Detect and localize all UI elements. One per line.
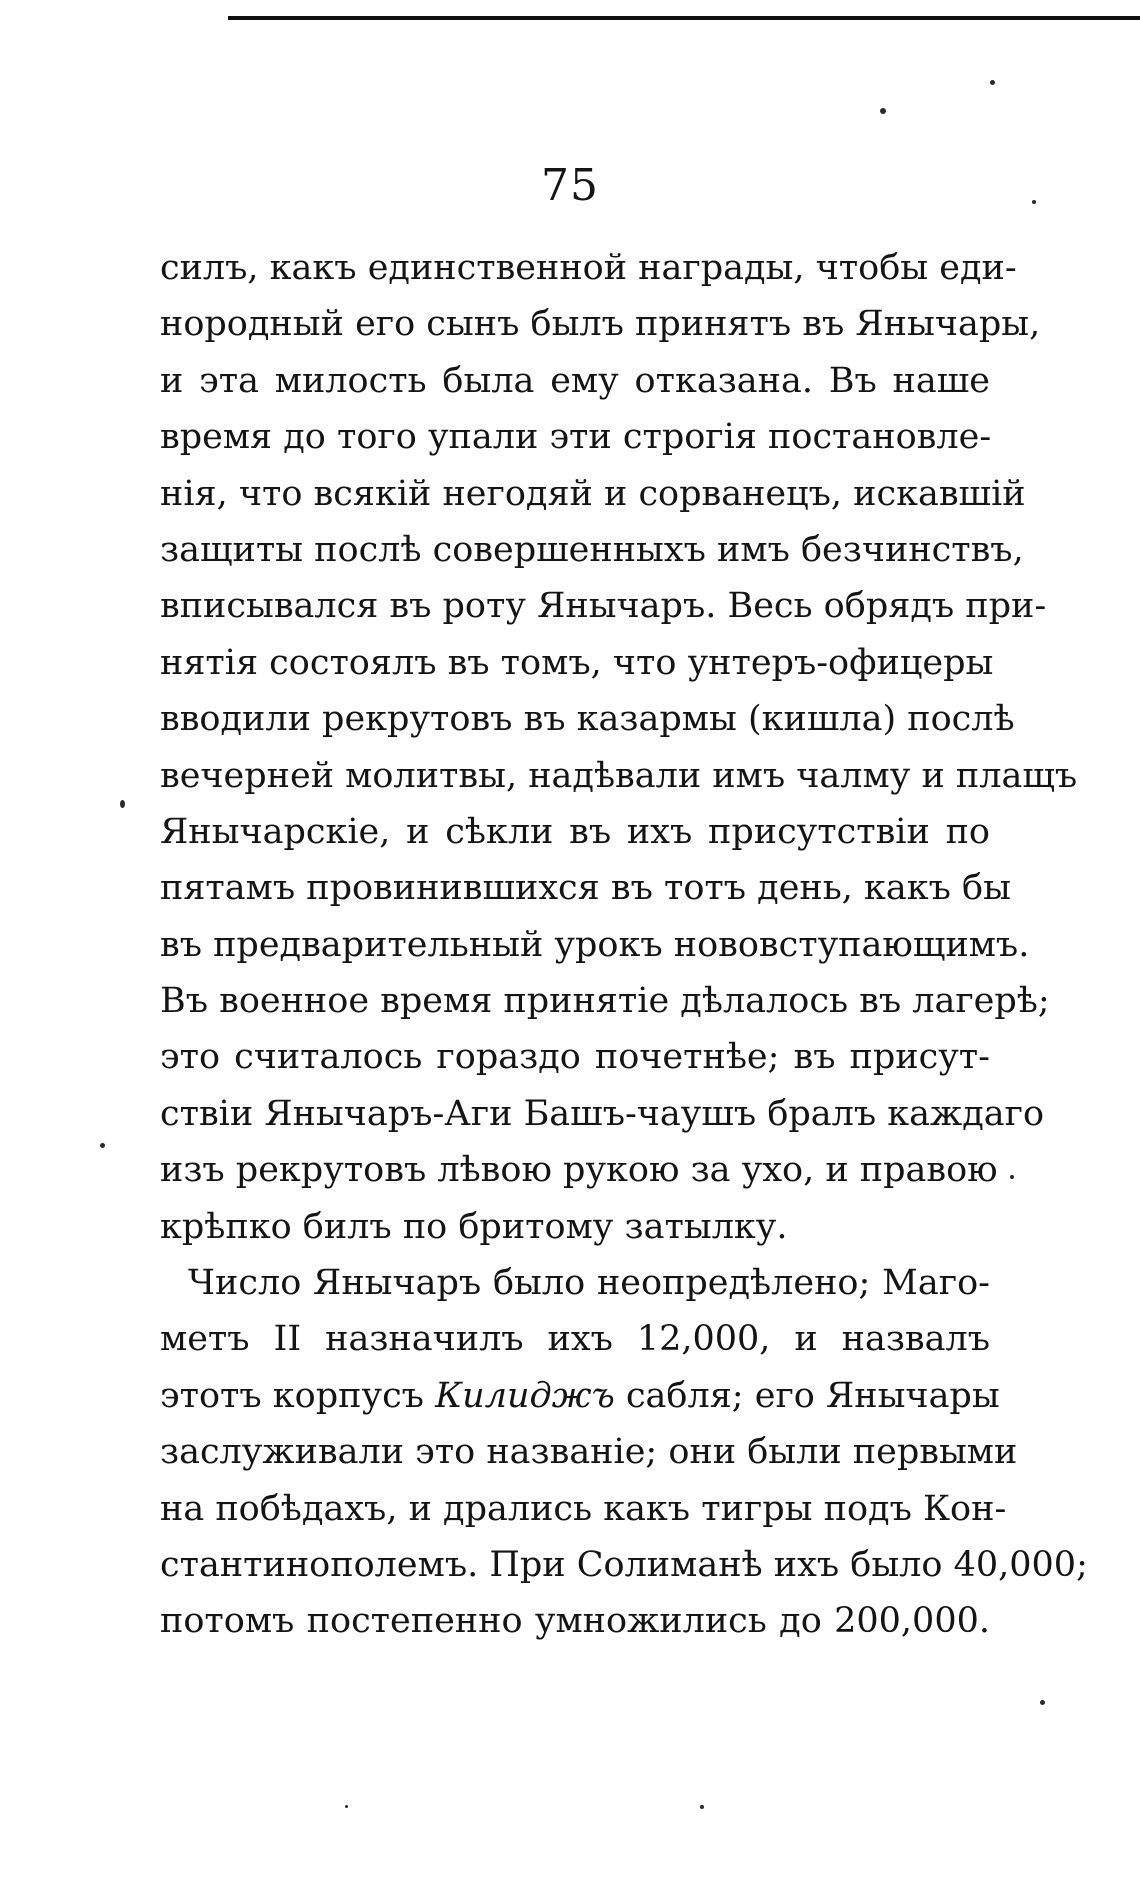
scan-speck — [345, 1805, 348, 1808]
scan-speck — [100, 1143, 105, 1148]
text-line: потомъ постепенно умножились до 200,000. — [160, 1601, 990, 1642]
text-line: это считалось гораздо почетнѣе; въ присут- — [160, 1037, 990, 1078]
text-line-with-italic — [160, 1368, 1000, 1424]
text-line: время до того упали эти строгія постановле- — [160, 417, 992, 458]
scan-speck — [990, 80, 995, 85]
page-number: 75 — [541, 160, 599, 211]
scan-speck — [880, 108, 886, 114]
paragraph-2 — [160, 1255, 1088, 1650]
text-line: защиты послѣ совершенныхъ имъ безчинствъ, — [160, 529, 1024, 570]
text-line: въ предварительный урокъ нововступающимъ. — [160, 924, 1030, 965]
italic-term: Килиджъ — [435, 1375, 615, 1416]
paragraph-1 — [160, 240, 1078, 1255]
text-line: нятія состоялъ въ томъ, что унтеръ-офицеры — [160, 642, 994, 683]
text-line: заслуживали это названіе; они были первыми — [160, 1432, 1018, 1473]
text-line: нія, что всякій негодяй и сорванецъ, искавшій — [160, 473, 1026, 514]
text-line: стантинополемъ. При Солиманѣ ихъ было 40,000; — [160, 1544, 1088, 1585]
scan-speck — [1040, 1700, 1045, 1705]
scan-speck — [1010, 1175, 1014, 1179]
body-text — [160, 240, 1088, 1650]
text-line: Число Янычаръ было неопредѣлено; Маго- — [188, 1263, 990, 1304]
text-line: на побѣдахъ, и дрались какъ тигры подъ Кон- — [160, 1488, 1007, 1529]
text-line: силъ, какъ единственной награды, чтобы еди- — [160, 248, 1017, 288]
text-line: метъ II назначилъ ихъ 12,000, и назвалъ — [160, 1319, 990, 1360]
scan-speck — [120, 800, 125, 808]
text-line: крѣпко билъ по бритому затылку. — [160, 1206, 788, 1247]
text-line: пятамъ провинившихся въ тотъ день, какъ бы — [160, 868, 1011, 909]
text-line: изъ рекрутовъ лѣвою рукою за ухо, и правою — [160, 1150, 998, 1191]
text-line: Янычарскіе, и сѣкли въ ихъ присутствіи по — [160, 811, 990, 852]
text-line: ствіи Янычаръ-Аги Башъ-чаушъ бралъ каждаго — [160, 1093, 1045, 1134]
scan-speck — [700, 1805, 704, 1809]
text-line: вводили рекрутовъ въ казармы (кишла) послѣ — [160, 699, 1015, 740]
text-segment: этотъ корпусъ — [160, 1375, 436, 1416]
scan-speck — [1032, 200, 1036, 204]
top-rule — [228, 16, 1140, 20]
text-line: вечерней молитвы, надѣвали имъ чалму и плащъ — [160, 755, 1078, 796]
text-line: и эта милость была ему отказана. Въ наше — [160, 360, 990, 401]
text-segment: сабля; его Янычары — [614, 1375, 1000, 1416]
text-line: вписывался въ роту Янычаръ. Весь обрядъ при- — [160, 586, 1047, 627]
text-line: нородный его сынъ былъ принятъ въ Янычары, — [160, 304, 1041, 345]
text-line: Въ военное время принятіе дѣлалось въ лагерѣ; — [160, 981, 1050, 1022]
